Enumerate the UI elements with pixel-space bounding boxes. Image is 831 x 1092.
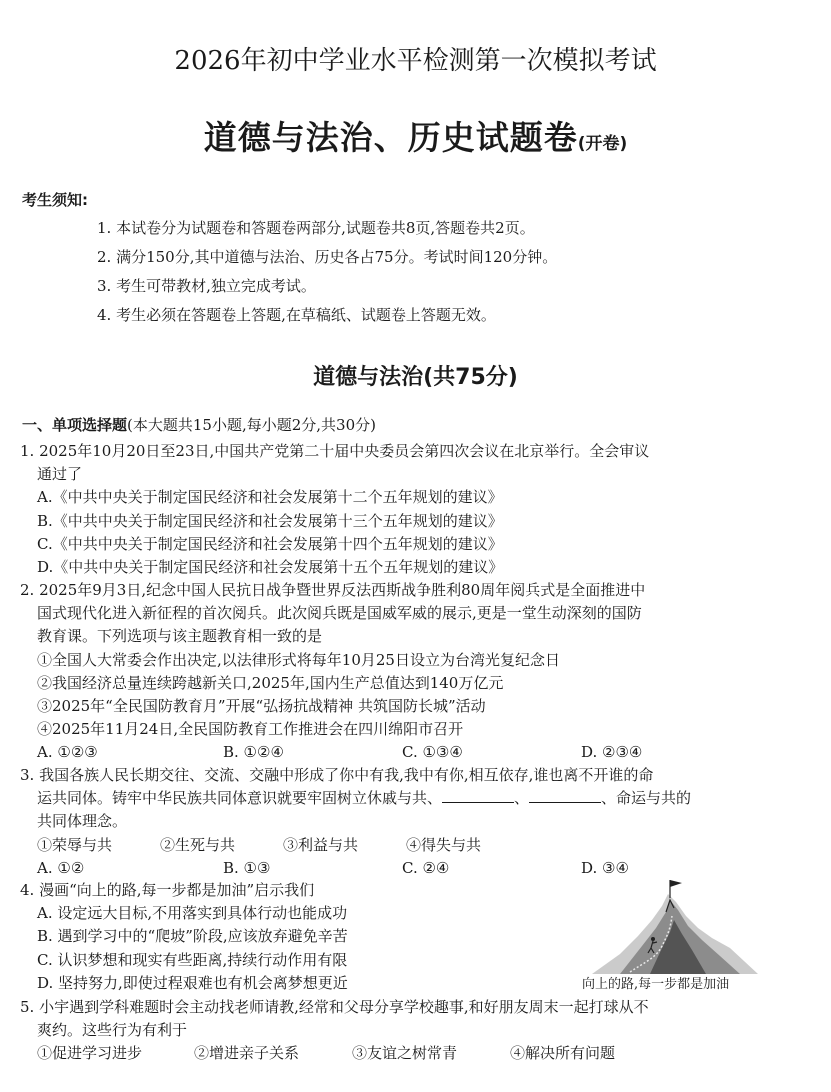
statement-item: ③利益与共 [283,835,359,854]
question-stem: 4. 漫画“向上的路,每一步都是加油”启示我们 [20,881,315,899]
stem-text: 运共同体。铸牢中华民族共同体意识就要牢固树立休戚与共、 [37,789,443,808]
option-c: C.《中共中央关于制定国民经济和社会发展第十四个五年规划的建议》 [37,534,503,553]
mountain-illustration [592,894,758,974]
notice-item: 2. 满分150分,其中道德与法治、历史各占75分。考试时间120分钟。 [97,248,558,266]
question-stem [20,787,810,810]
statement-item: ③友谊之树常青 [352,1044,458,1063]
question-stem: 1. 2025年10月20日至23日,中国共产党第二十届中央委员会第四次会议在北京举行。全会审议 [20,442,650,460]
option-b: B. ①③ [223,858,271,877]
question-2 [20,579,810,765]
statement-item: ④2025年11月24日,全民国防教育工作推进会在四川绵阳市召开 [37,720,464,739]
question-3 [20,764,810,880]
option-row [20,741,810,764]
mountain-cartoon-image [590,876,760,976]
question-stem: 3. 我国各族人民长期交往、交流、交融中形成了你中有我,我中有你,相互依存,谁也离不开谁的命 [20,766,654,784]
statement-item: ③2025年“全民国防教育月”开展“弘扬抗战精神 共筑国防长城”活动 [37,696,486,715]
option-c: C. 认识梦想和现实有些距离,持续行动作用有限 [37,950,348,969]
fill-blank [442,788,514,803]
option-b: B. ①②④ [223,743,284,762]
option-a: A.《中共中央关于制定国民经济和社会发展第十二个五年规划的建议》 [37,488,503,507]
option-b: B. 遇到学习中的“爬坡”阶段,应该放弃避免辛苦 [37,927,348,946]
option-a: A. 设定远大目标,不用落实到具体行动也能成功 [37,904,348,923]
cartoon-caption: 向上的路,每一步都是加油 [582,977,730,992]
question-stem: 国式现代化进入新征程的首次阅兵。此次阅兵既是国威军威的展示,更是一堂生动深刻的国防 [37,604,642,623]
option-c: C. ②④ [402,858,450,877]
subject-title [0,112,831,159]
fill-blank [529,788,601,803]
subject-name: 道德与法治、历史试题卷 [203,118,578,157]
option-c: C. ①③④ [402,743,463,762]
statement-row [20,834,810,857]
flag-icon [670,880,682,898]
stem-text: 、 [514,789,530,808]
notice-item: 1. 本试卷分为试题卷和答题卷两部分,试题卷共8页,答题卷共2页。 [97,219,535,237]
notice-item: 3. 考生可带教材,独立完成考试。 [97,277,316,295]
stem-text: 、命运与共的 [601,789,692,808]
notice-heading: 考生须知: [22,191,88,209]
statement-item: ④解决所有问题 [510,1044,616,1063]
statement-item: ②增进亲子关系 [194,1044,300,1063]
option-a: A. ①② [37,858,85,877]
statement-item: ①促进学习进步 [37,1044,143,1063]
question-stem: 通过了 [37,465,83,484]
part-label: 一、单项选择题 [22,416,128,434]
option-a: A. ①②③ [37,743,98,762]
option-d: D. ②③④ [581,743,643,762]
notice-item: 4. 考生必须在答题卷上答题,在草稿纸、试题卷上答题无效。 [97,306,496,324]
statement-item: ①全国人大常委会作出决定,以法律形式将每年10月25日设立为台湾光复纪念日 [37,650,560,669]
statement-item: ②我国经济总量连续跨越新关口,2025年,国内生产总值达到140万亿元 [37,673,504,692]
notice-list [97,214,807,330]
question-stem: 教育课。下列选项与该主题教育相一致的是 [37,627,323,646]
option-b: B.《中共中央关于制定国民经济和社会发展第十三个五年规划的建议》 [37,511,503,530]
exam-title: 2026年初中学业水平检测第一次模拟考试 [174,46,657,76]
option-d: D.《中共中央关于制定国民经济和社会发展第十五个五年规划的建议》 [37,557,504,576]
section-title: 道德与法治(共75分) [313,365,518,390]
statement-item: ①荣辱与共 [37,835,113,854]
statement-row [20,1042,810,1065]
part-note: (本大题共15小题,每小题2分,共30分) [127,416,376,434]
open-book-label: (开卷) [577,134,628,154]
question-stem: 2. 2025年9月3日,纪念中国人民抗日战争暨世界反法西斯战争胜利80周年阅兵式是全面推进中 [20,581,646,599]
question-1 [20,440,810,579]
option-d: D. ③④ [581,858,629,877]
question-stem: 共同体理念。 [37,812,128,831]
statement-item: ④得失与共 [406,835,482,854]
question-5 [20,996,810,1066]
question-stem: 爽约。这些行为有利于 [37,1021,188,1040]
part-heading [22,414,376,435]
question-stem: 5. 小宇遇到学科难题时会主动找老师请教,经常和父母分享学校趣事,和好朋友周末一起打球从不 [20,998,649,1016]
option-d: D. 坚持努力,即使过程艰难也有机会离梦想更近 [37,973,348,992]
statement-item: ②生死与共 [160,835,236,854]
